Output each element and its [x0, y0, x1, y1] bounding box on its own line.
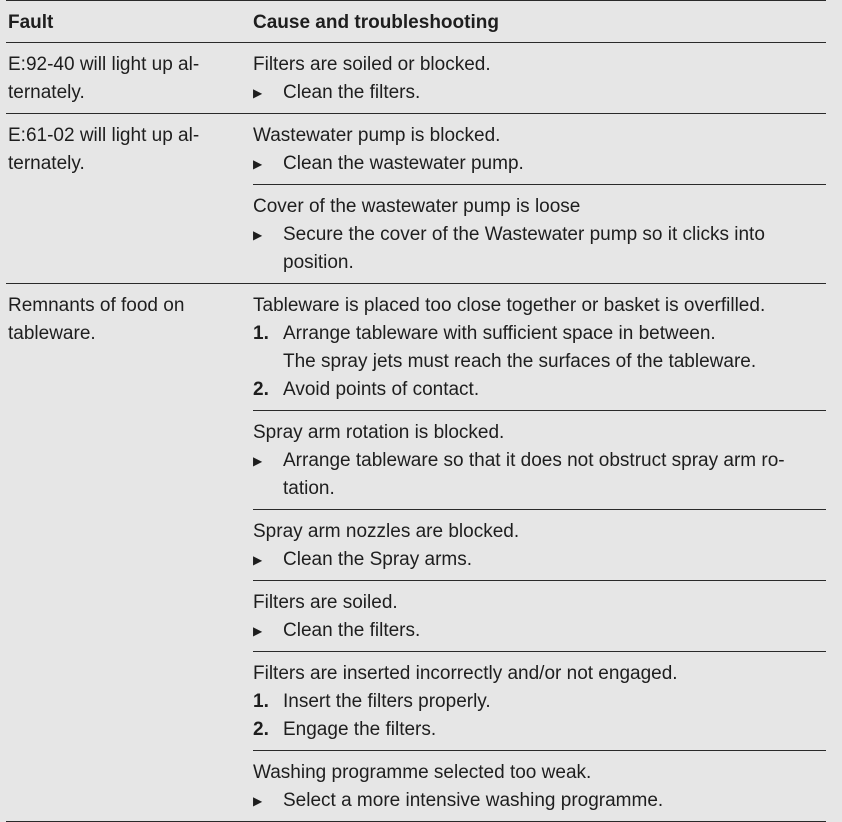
step-number: 2. — [253, 379, 269, 400]
remedy-text: Clean the wastewater pump. — [283, 153, 524, 174]
cause-title: Filters are soiled. — [253, 592, 398, 613]
cause-title: Spray arm rotation is blocked. — [253, 422, 505, 443]
cause-list — [253, 114, 826, 283]
remedy-text: Secure the cover of the Wastewater pump so it clicks into position. — [283, 224, 765, 273]
remedy-step — [253, 447, 826, 503]
remedy-text: Engage the filters. — [283, 719, 437, 740]
cause-item — [253, 284, 826, 411]
cause-item — [253, 510, 826, 581]
cause-list — [253, 284, 826, 821]
arrow-bullet-icon: ▶ — [253, 228, 263, 242]
cause-title: Cover of the wastewater pump is loose — [253, 196, 581, 217]
fault-description: E:92-40 will light up al- ternately. — [8, 54, 200, 103]
fault-column-header: Fault — [8, 12, 54, 33]
cause-list — [253, 43, 826, 113]
remedy-step — [253, 688, 826, 716]
fault-description: Remnants of food on tableware. — [8, 295, 185, 344]
cause-item — [253, 751, 826, 821]
arrow-bullet-icon: ▶ — [253, 454, 263, 468]
remedy-text: Avoid points of contact. — [283, 379, 480, 400]
cause-item — [253, 185, 826, 283]
remedy-step — [253, 617, 826, 645]
table-row — [6, 114, 826, 284]
table-row — [6, 43, 826, 114]
step-number: 1. — [253, 323, 269, 344]
remedy-step — [253, 716, 826, 744]
cause-item — [253, 652, 826, 751]
cause-item — [253, 43, 826, 113]
arrow-bullet-icon: ▶ — [253, 157, 263, 171]
remedy-text: Arrange tableware with sufficient space in between. The spray jets must reach the surfaces of the tableware. — [283, 323, 757, 372]
arrow-bullet-icon: ▶ — [253, 553, 263, 567]
cause-title: Washing programme selected too weak. — [253, 762, 592, 783]
remedy-text: Clean the filters. — [283, 620, 421, 641]
remedy-text: Insert the filters properly. — [283, 691, 491, 712]
remedy-text: Clean the Spray arms. — [283, 549, 473, 570]
step-number: 1. — [253, 691, 269, 712]
remedy-step — [253, 787, 826, 815]
arrow-bullet-icon: ▶ — [253, 794, 263, 808]
remedy-step — [253, 376, 826, 404]
remedy-text: Select a more intensive washing programme. — [283, 790, 664, 811]
step-number: 2. — [253, 719, 269, 740]
remedy-step — [253, 150, 826, 178]
cause-item — [253, 581, 826, 652]
arrow-bullet-icon: ▶ — [253, 624, 263, 638]
remedy-step — [253, 79, 826, 107]
troubleshooting-table — [6, 0, 826, 822]
cause-title: Filters are inserted incorrectly and/or not engaged. — [253, 663, 678, 684]
remedy-text: Arrange tableware so that it does not obstruct spray arm ro- tation. — [283, 450, 785, 499]
remedy-step — [253, 221, 826, 277]
remedy-step — [253, 546, 826, 574]
arrow-bullet-icon: ▶ — [253, 86, 263, 100]
cause-item — [253, 114, 826, 185]
table-header — [6, 0, 826, 43]
cause-title: Filters are soiled or blocked. — [253, 54, 491, 75]
cause-title: Wastewater pump is blocked. — [253, 125, 501, 146]
cause-column-header: Cause and troubleshooting — [253, 12, 499, 33]
fault-description: E:61-02 will light up al- ternately. — [8, 125, 200, 174]
cause-title: Tableware is placed too close together or basket is overfilled. — [253, 295, 766, 316]
cause-item — [253, 411, 826, 510]
remedy-text: Clean the filters. — [283, 82, 421, 103]
cause-title: Spray arm nozzles are blocked. — [253, 521, 520, 542]
remedy-step — [253, 320, 826, 376]
table-row — [6, 284, 826, 822]
